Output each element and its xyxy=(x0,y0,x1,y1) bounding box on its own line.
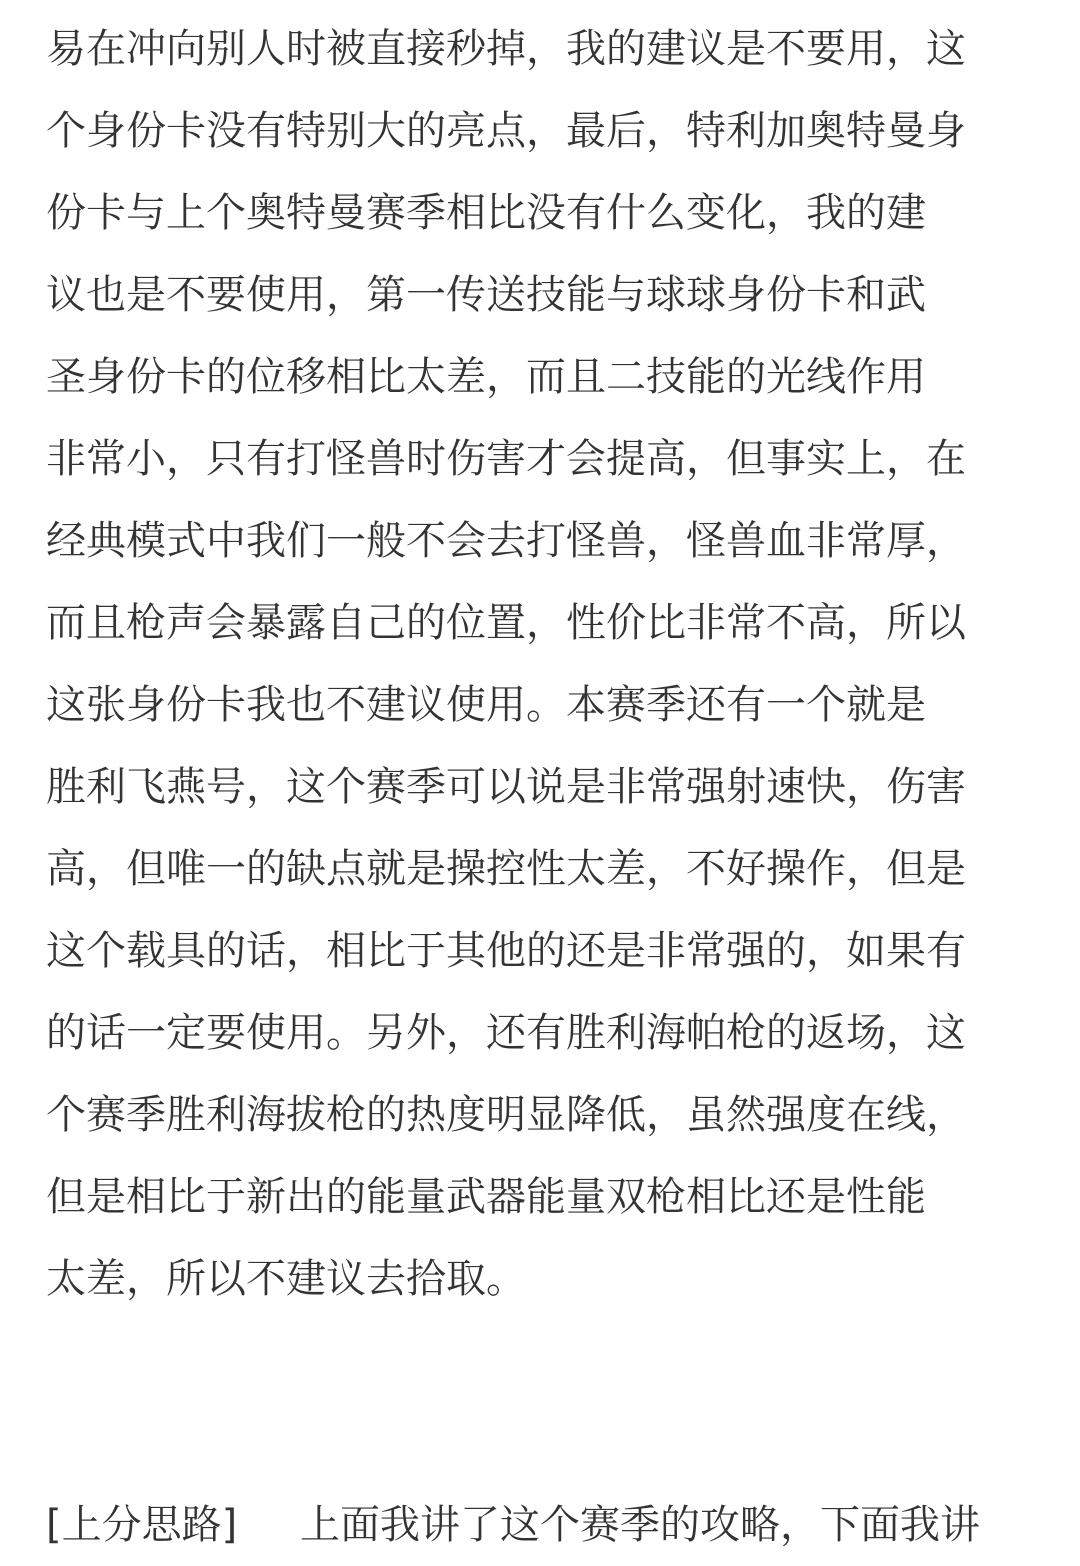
paragraph-line: 个赛季胜利海拔枪的热度明显降低，虽然强度在线， xyxy=(46,1092,966,1138)
article-body xyxy=(46,8,1041,1566)
paragraph-line: 非常小，只有打怪兽时伤害才会提高，但事实上，在 xyxy=(46,436,966,482)
paragraph-line: 经典模式中我们一般不会去打怪兽，怪兽血非常厚， xyxy=(46,518,966,564)
paragraph-line: 胜利飞燕号，这个赛季可以说是非常强射速快，伤害 xyxy=(46,764,966,810)
paragraph-line: 高，但唯一的缺点就是操控性太差，不好操作，但是 xyxy=(46,846,966,892)
section-tag: [上分思路] xyxy=(46,1502,238,1548)
paragraph-gap xyxy=(46,1320,1041,1484)
paragraph-line: 这个载具的话，相比于其他的还是非常强的，如果有 xyxy=(46,928,966,974)
section-heading xyxy=(46,1484,1041,1566)
paragraph-line: 的话一定要使用。另外，还有胜利海帕枪的返场，这 xyxy=(46,1010,966,1056)
section-text: 上面我讲了这个赛季的攻略，下面我讲 xyxy=(300,1502,980,1548)
paragraph-line: 份卡与上个奥特曼赛季相比没有什么变化，我的建 xyxy=(46,190,926,236)
paragraph-line: 这张身份卡我也不建议使用。本赛季还有一个就是 xyxy=(46,682,926,728)
paragraph-line: 议也是不要使用，第一传送技能与球球身份卡和武 xyxy=(46,272,926,318)
paragraph-line: 易在冲向别人时被直接秒掉，我的建议是不要用，这 xyxy=(46,26,966,72)
paragraph-line: 个身份卡没有特别大的亮点，最后，特利加奥特曼身 xyxy=(46,108,966,154)
paragraph-line: 太差，所以不建议去拾取。 xyxy=(46,1256,526,1302)
paragraph-line: 而且枪声会暴露自己的位置，性价比非常不高，所以 xyxy=(46,600,966,646)
paragraph-line: 但是相比于新出的能量武器能量双枪相比还是性能 xyxy=(46,1174,926,1220)
paragraph-line: 圣身份卡的位移相比太差，而且二技能的光线作用 xyxy=(46,354,926,400)
